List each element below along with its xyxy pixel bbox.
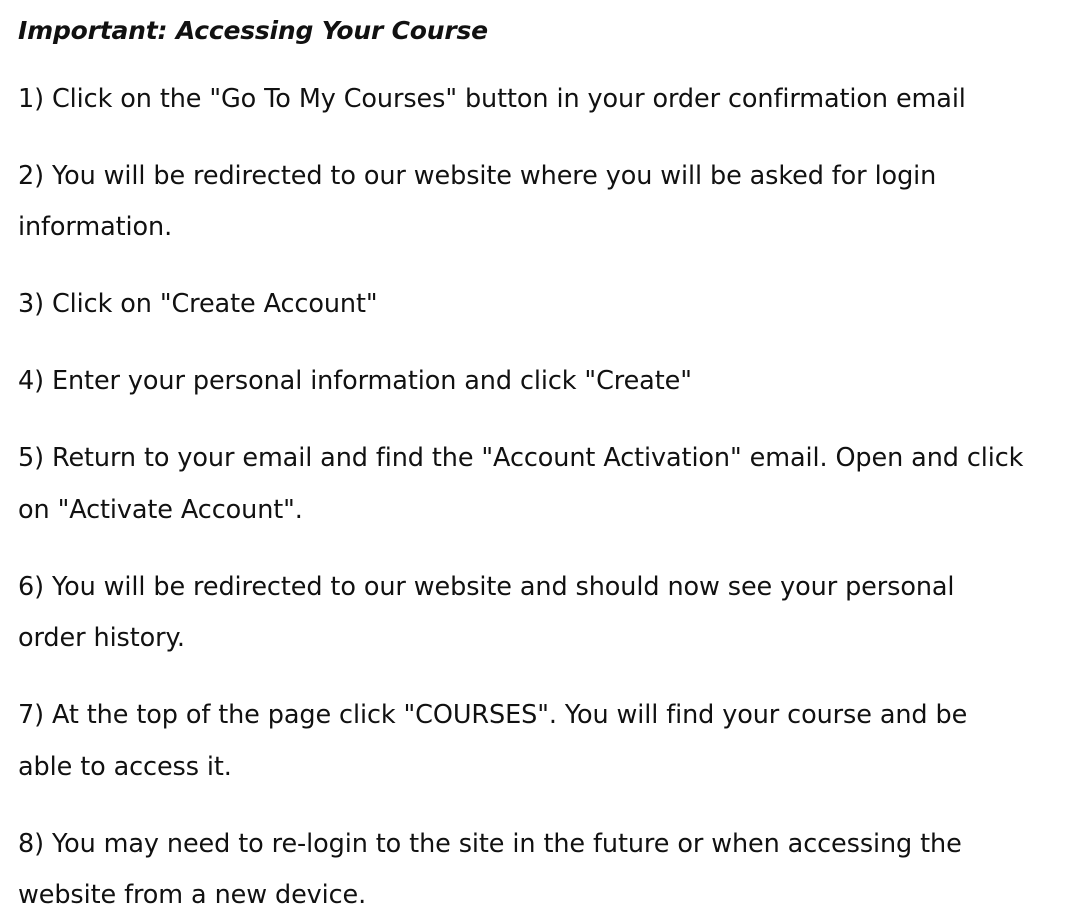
instruction-list [18, 74, 1040, 922]
list-item: 2) You will be redirected to our website where you will be asked for login information. [18, 160, 937, 242]
list-item: 4) Enter your personal information and click "Create" [18, 366, 692, 396]
list-item: 7) At the top of the page click "COURSES". You will find your course and be able to access it. [18, 700, 968, 782]
list-item: 6) You will be redirected to our website and should now see your personal order history. [18, 571, 955, 653]
page-title: Important: Accessing Your Course [18, 16, 488, 45]
list-item: 3) Click on "Create Account" [18, 289, 378, 319]
list-item: 5) Return to your email and find the "Account Activation" email. Open and click on "Activate Account". [18, 443, 1024, 525]
list-item: 8) You may need to re-login to the site in the future or when accessing the website from a new device. [18, 828, 962, 910]
list-item: 1) Click on the "Go To My Courses" button in your order confirmation email [18, 83, 966, 114]
